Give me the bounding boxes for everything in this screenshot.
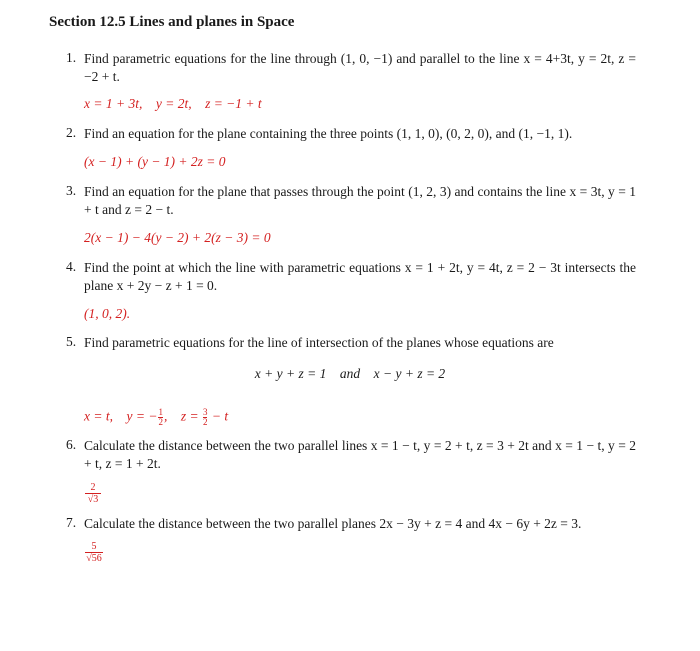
problem-5-answer — [84, 408, 228, 427]
answer-fraction-1 — [158, 408, 163, 427]
problem-3-answer: 2(x − 1) − 4(y − 2) + 2(z − 3) = 0 — [84, 230, 271, 245]
fraction-1-denominator: 2 — [158, 417, 163, 427]
problem-6-number: 6. — [66, 437, 77, 452]
problem-7-answer-denominator: √56 — [86, 553, 102, 564]
problem-5-question: Find parametric equations for the line of intersection of the planes whose equations are — [84, 335, 554, 350]
problem-3-number: 3. — [66, 183, 77, 198]
answer-fraction-2 — [203, 408, 208, 427]
problem-3-question: Find an equation for the plane that passes through the point (1, 2, 3) and contains the line x = 3t, y = 1 + t and z = 2 − t. — [84, 184, 636, 217]
fraction-2-denominator: 2 — [202, 417, 208, 427]
answer-part-3: − t — [208, 408, 229, 424]
problem-1-number: 1. — [66, 50, 77, 65]
fraction-1-numerator: 1 — [158, 407, 163, 417]
problem-7-answer-fraction — [84, 541, 104, 564]
problem-4-answer: (1, 0, 2). — [84, 306, 131, 321]
problem-7-number: 7. — [66, 515, 77, 530]
section-title: Section 12.5 Lines and planes in Space — [49, 14, 295, 30]
problem-4-question: Find the point at which the line with parametric equations x = 1 + 2t, y = 4t, z = 2 − 3t intersects the plane x + 2y − z + 1 = 0. — [84, 260, 636, 293]
problem-6-answer-numerator: 2 — [90, 482, 96, 493]
problem-5-number: 5. — [66, 334, 77, 349]
problem-1-question: Find parametric equations for the line through (1, 0, −1) and parallel to the line x = 4+3t, y = 2t, z = −2 + t. — [84, 51, 636, 84]
problem-7-question: Calculate the distance between the two parallel planes 2x − 3y + z = 4 and 4x − 6y + 2z = 3. — [84, 516, 582, 531]
problem-7-answer-numerator: 5 — [91, 541, 97, 552]
problem-1-answer: x = 1 + 3t, y = 2t, z = −1 + t — [84, 96, 262, 111]
problem-5-display-equation: x + y + z = 1 and x − y + z = 2 — [254, 366, 446, 381]
answer-part-1: x = t, y = − — [84, 408, 158, 424]
problem-6-answer-denominator: √3 — [87, 494, 99, 505]
problem-2-question: Find an equation for the plane containing the three points (1, 1, 0), (0, 2, 0), and (1, −1, 1). — [84, 126, 573, 141]
problem-2-number: 2. — [66, 125, 77, 140]
fraction-2-numerator: 3 — [202, 407, 208, 417]
problem-6-question: Calculate the distance between the two parallel lines x = 1 − t, y = 2 + t, z = 3 + 2t and x = 1 − t, y = 2 + t, z = 1 + 2t. — [84, 438, 636, 471]
problem-2-answer: (x − 1) + (y − 1) + 2z = 0 — [84, 154, 226, 169]
problem-4-number: 4. — [66, 259, 77, 274]
problem-6-answer-fraction — [84, 482, 102, 505]
answer-part-2: , z = — [163, 408, 202, 424]
